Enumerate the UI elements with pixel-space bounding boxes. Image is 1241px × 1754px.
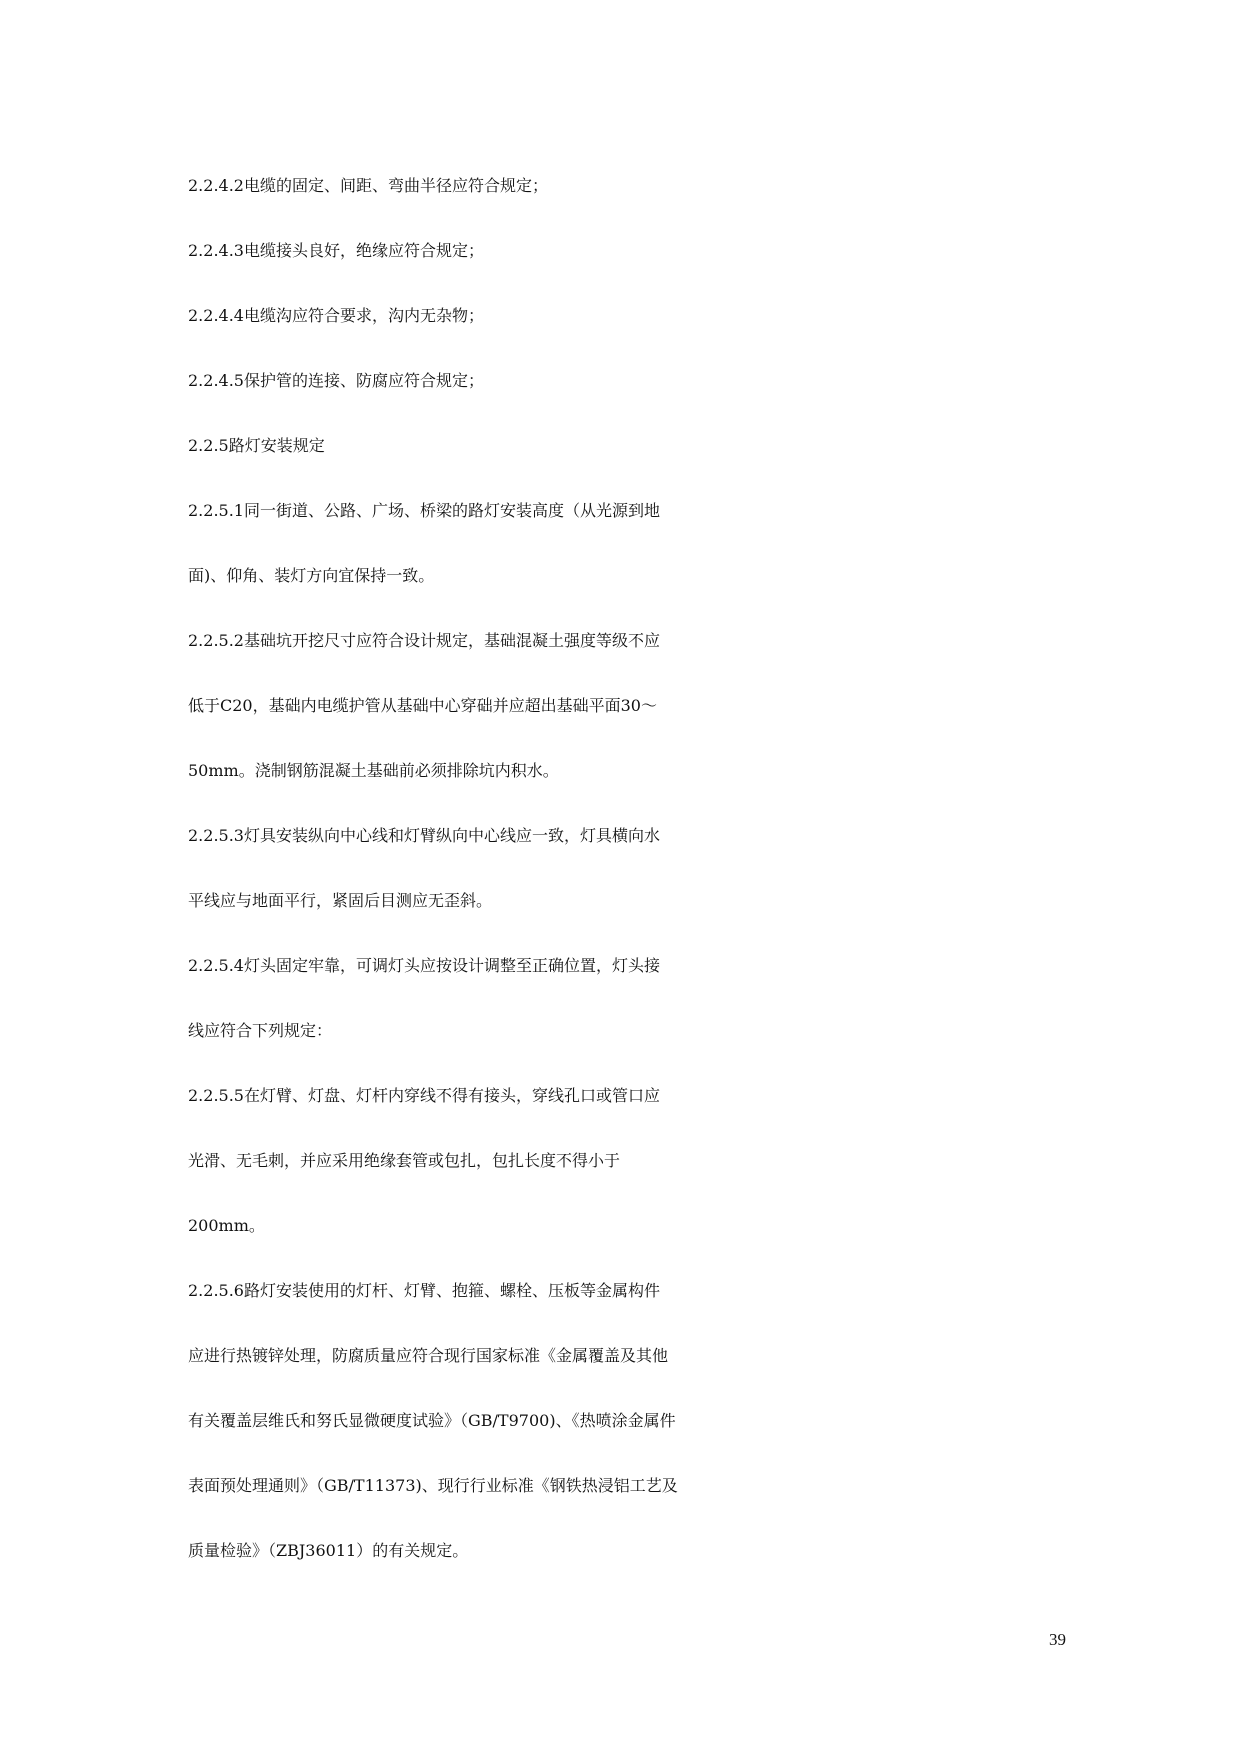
text-line-2-2-5-1-a: 2.2.5.1同一街道、公路、广场、桥梁的路灯安装高度（从光源到地: [188, 501, 660, 520]
page-number: 39: [1049, 1630, 1066, 1649]
text-line-2-2-5-2-a: 2.2.5.2基础坑开挖尺寸应符合设计规定，基础混凝土强度等级不应: [188, 631, 660, 650]
text-line-2-2-5-6-b: 应进行热镀锌处理，防腐质量应符合现行国家标准《金属覆盖及其他: [188, 1346, 669, 1365]
text-line-2-2-5-5-c: 200mm。: [188, 1216, 265, 1235]
body-text: [188, 153, 1060, 1583]
text-line-2-2-5-5-a: 2.2.5.5在灯臂、灯盘、灯杆内穿线不得有接头，穿线孔口或管口应: [188, 1086, 660, 1105]
text-line-2-2-5-1-b: 面)、仰角、装灯方向宜保持一致。: [188, 566, 435, 585]
text-line-2-2-5-2-c: 50mm。浇制钢筋混凝土基础前必须排除坑内积水。: [188, 761, 559, 780]
text-line-2-2-4-4: 2.2.4.4电缆沟应符合要求，沟内无杂物；: [188, 306, 484, 325]
text-line-2-2-5-6-d: 表面预处理通则》（GB/T11373)、现行行业标准《钢铁热浸铝工艺及: [188, 1476, 678, 1495]
text-line-2-2-5-2-b: 低于C20，基础内电缆护管从基础中心穿础并应超出基础平面30～: [188, 696, 657, 715]
text-line-2-2-5-6-c: 有关覆盖层维氏和努氏显微硬度试验》（GB/T9700)、《热喷涂金属件: [188, 1411, 676, 1430]
text-line-2-2-4-2: 2.2.4.2电缆的固定、间距、弯曲半径应符合规定；: [188, 176, 548, 195]
text-line-2-2-5-3-a: 2.2.5.3灯具安装纵向中心线和灯臂纵向中心线应一致，灯具横向水: [188, 826, 660, 845]
text-line-2-2-5-6-a: 2.2.5.6路灯安装使用的灯杆、灯臂、抱箍、螺栓、压板等金属构件: [188, 1281, 660, 1300]
text-line-2-2-4-3: 2.2.4.3电缆接头良好，绝缘应符合规定；: [188, 241, 484, 260]
section-heading-2-2-5: 2.2.5路灯安装规定: [188, 436, 325, 455]
text-line-2-2-5-4-b: 线应符合下列规定：: [188, 1021, 333, 1040]
text-line-2-2-5-5-b: 光滑、无毛刺，并应采用绝缘套管或包扎，包扎长度不得小于: [188, 1151, 621, 1170]
text-line-2-2-5-6-e: 质量检验》（ZBJ36011）的有关规定。: [188, 1541, 469, 1560]
text-line-2-2-4-5: 2.2.4.5保护管的连接、防腐应符合规定；: [188, 371, 484, 390]
text-line-2-2-5-3-b: 平线应与地面平行，紧固后目测应无歪斜。: [188, 891, 493, 910]
text-line-2-2-5-4-a: 2.2.5.4灯头固定牢靠，可调灯头应按设计调整至正确位置，灯头接: [188, 956, 660, 975]
